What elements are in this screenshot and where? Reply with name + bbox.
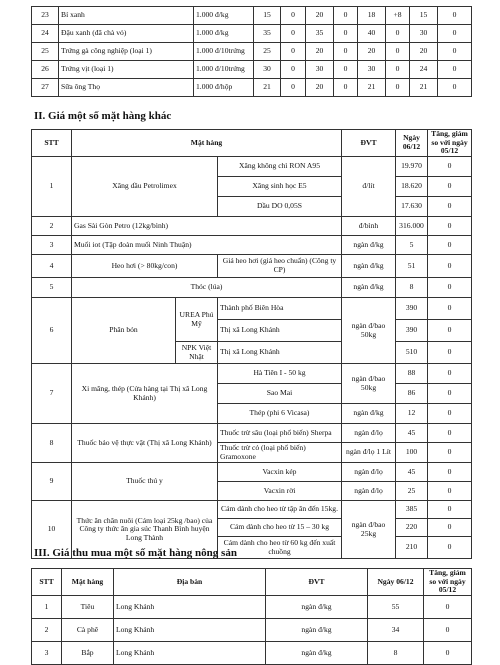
header-change: Tăng, giảm so với ngày 05/12 <box>424 569 472 596</box>
table-row: 2 Cà phê Long Khánh ngàn đ/kg 34 0 <box>32 619 472 642</box>
table-row: Sao Mai 86 0 <box>32 384 472 404</box>
table-row: 1 Tiêu Long Khánh ngàn đ/kg 55 0 <box>32 596 472 619</box>
table-header-row <box>32 130 472 157</box>
table-row: 1 Xăng dầu Petrolimex Xăng không chì RON A95 đ/lít 19.970 0 <box>32 157 472 177</box>
table-row: 10 Thức ăn chăn nuôi (Cám loại 25kg /bao) của Công ty thức ăn gia súc Thanh Bình huyện Long Thành Cám dành cho heo từ tập ăn đến 15kg. ngàn đ/bao 25kg 385 0 <box>32 501 472 519</box>
header-item: Mặt hàng <box>72 130 342 157</box>
table-row: Xăng sinh học E5 18.620 0 <box>32 177 472 197</box>
table-row: 7 Xi măng, thép (Cửa hàng tại Thị xã Long Khánh) Hà Tiên I - 50 kg ngàn đ/bao 50kg 88 0 <box>32 364 472 384</box>
table-row: Cám dành cho heo từ 15 – 30 kg 220 0 <box>32 519 472 537</box>
header-item: Mặt hàng <box>62 569 114 596</box>
header-stt: STT <box>32 569 62 596</box>
section-2-title: II. Giá một số mặt hàng khác <box>34 110 172 122</box>
table-row: 24 Đậu xanh (đã chà vỏ) 1.000 đ/kg 35 0 35 0 40 0 30 0 <box>32 25 472 43</box>
header-date: Ngày 06/12 <box>368 569 424 596</box>
table-row: 3 Bắp Long Khánh ngàn đ/kg 8 0 <box>32 642 472 665</box>
table-row: 2 Gas Sài Gòn Petro (12kg/bình) đ/bình 316.000 0 <box>32 217 472 236</box>
table-row: Thuốc trừ cỏ (loại phổ biến) Gramoxone ngàn đ/lọ 1 Lít 100 0 <box>32 443 472 463</box>
header-unit: ĐVT <box>266 569 368 596</box>
table-row: 4 Heo hơi (> 80kg/con) Giá heo hơi (giá heo chuẩn) (Công ty CP) ngàn đ/kg 51 0 <box>32 255 472 278</box>
table-row: Thị xã Long Khánh 390 0 <box>32 320 472 342</box>
price-table-continued <box>31 6 472 97</box>
table-row: Cám dành cho heo từ 60 kg đến xuất chuồng 210 0 <box>32 537 472 559</box>
table-header-row <box>32 569 472 596</box>
table-row: 9 Thuốc thú y Vacxin kép ngàn đ/lọ 45 0 <box>32 463 472 482</box>
table-row: 25 Trứng gà công nghiệp (loại 1) 1.000 đ/10trứng 25 0 20 0 20 0 20 0 <box>32 43 472 61</box>
table-row: Vacxin rời ngàn đ/lọ 25 0 <box>32 482 472 501</box>
section-3-title: III. Giá thu mua một số mặt hàng nông sản <box>34 547 237 559</box>
table-row: 3 Muối iot (Tập đoàn muối Ninh Thuận) ngàn đ/kg 5 0 <box>32 236 472 255</box>
table-row: 6 Phân bón UREA Phú Mỹ Thành phố Biên Hòa ngàn đ/bao 50kg 390 0 <box>32 298 472 320</box>
header-date: Ngày 06/12 <box>396 130 428 157</box>
other-goods-price-table <box>31 129 472 559</box>
table-row: Dầu DO 0,05S 17.630 0 <box>32 197 472 217</box>
header-area: Địa bàn <box>114 569 266 596</box>
header-unit: ĐVT <box>342 130 396 157</box>
table-row: 8 Thuốc bảo vệ thực vật (Thị xã Long Khánh) Thuốc trừ sâu (loại phổ biến) Sherpa ngàn đ/lọ 45 0 <box>32 424 472 443</box>
header-change: Tăng, giảm so với ngày 05/12 <box>428 130 472 157</box>
table-row: 26 Trứng vịt (loại 1) 1.000 đ/10trứng 30 0 30 0 30 0 24 0 <box>32 61 472 79</box>
farm-produce-price-table <box>31 568 472 665</box>
header-stt: STT <box>32 130 72 157</box>
table-row: 23 Bí xanh 1.000 đ/kg 15 0 20 0 18 +8 15 0 <box>32 7 472 25</box>
table-row: 5 Thóc (lúa) ngàn đ/kg 8 0 <box>32 278 472 298</box>
table-row: NPK Việt Nhật Thị xã Long Khánh 510 0 <box>32 342 472 364</box>
table-row: Thép (phi 6 Vicasa) ngàn đ/kg 12 0 <box>32 404 472 424</box>
table-row: 27 Sữa ông Thọ 1.000 đ/hộp 21 0 20 0 21 0 21 0 <box>32 79 472 97</box>
